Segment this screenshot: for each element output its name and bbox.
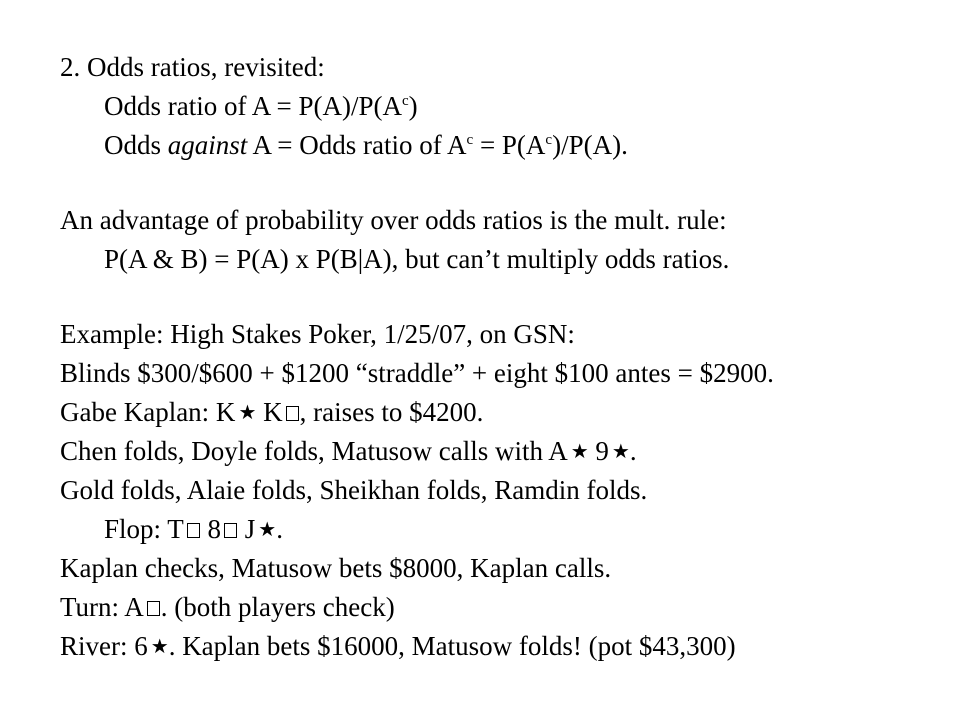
river-text-2: . Kaplan bets $16000, Matusow folds! (pot $43,300) [168, 631, 736, 661]
gold-text: Gold folds, Alaie folds, Sheikhan folds, Ramdin folds. [60, 475, 648, 505]
odds-ratio-close: ) [408, 91, 418, 121]
gabe-text-1: Gabe Kaplan: K [60, 397, 236, 427]
gold-line [60, 474, 647, 506]
odds-against-text-2: A = Odds ratio of A [247, 130, 467, 160]
star-suit-icon: ★ [150, 636, 169, 658]
chen-line [60, 435, 637, 470]
gabe-text-3: , raises to $4200. [299, 397, 484, 427]
gabe-line [60, 396, 483, 431]
star-suit-icon: ★ [570, 441, 589, 463]
flop-line [104, 513, 283, 548]
mult-rule-text: P(A & B) = P(A) x P(B|A), but can’t multiply odds ratios. [104, 244, 730, 274]
example-text: Example: High Stakes Poker, 1/25/07, on GSN: [60, 319, 575, 349]
flop-text-4: . [276, 514, 283, 544]
superscript-c: c [401, 93, 409, 109]
kaplan-checks-line [60, 552, 611, 584]
box-suit-icon [224, 523, 237, 538]
turn-text-2: . (both players check) [160, 592, 395, 622]
blinds-line [60, 357, 774, 389]
box-suit-icon [286, 406, 299, 421]
heading [60, 51, 325, 83]
star-suit-icon: ★ [611, 441, 630, 463]
odds-against-line [104, 129, 628, 161]
odds-ratio-line [104, 90, 418, 122]
advantage-line [60, 204, 727, 236]
turn-line [60, 591, 395, 623]
chen-text-2: 9 [588, 436, 609, 466]
against-italic: against [167, 130, 248, 160]
odds-against-text-1: Odds [104, 130, 168, 160]
mult-rule-line [104, 243, 729, 275]
superscript-c: c [466, 132, 474, 148]
advantage-text: An advantage of probability over odds ratios is the mult. rule: [60, 205, 727, 235]
chen-text-1: Chen folds, Doyle folds, Matusow calls with A [60, 436, 568, 466]
chen-text-3: . [629, 436, 637, 466]
flop-text-1: Flop: T [104, 514, 184, 544]
star-suit-icon: ★ [258, 519, 277, 541]
flop-text-3: J [238, 514, 256, 544]
example-line [60, 318, 575, 350]
odds-against-text-4: )/P(A). [552, 130, 628, 160]
river-text-1: River: 6 [60, 631, 148, 661]
flop-text-2: 8 [200, 514, 222, 544]
box-suit-icon [187, 523, 200, 538]
odds-against-text-3: = P(A [473, 130, 546, 160]
heading-text: 2. Odds ratios, revisited: [60, 52, 325, 82]
gabe-text-2: K [256, 397, 283, 427]
turn-text-1: Turn: A [60, 592, 144, 622]
odds-ratio-text: Odds ratio of A = P(A)/P(A [104, 91, 402, 121]
river-line [60, 630, 736, 665]
blinds-text: Blinds $300/$600 + $1200 “straddle” + eight $100 antes = $2900. [60, 358, 774, 388]
kaplan-checks-text: Kaplan checks, Matusow bets $8000, Kaplan calls. [60, 553, 612, 583]
superscript-c: c [545, 132, 553, 148]
star-suit-icon: ★ [238, 402, 257, 424]
box-suit-icon [147, 601, 160, 616]
